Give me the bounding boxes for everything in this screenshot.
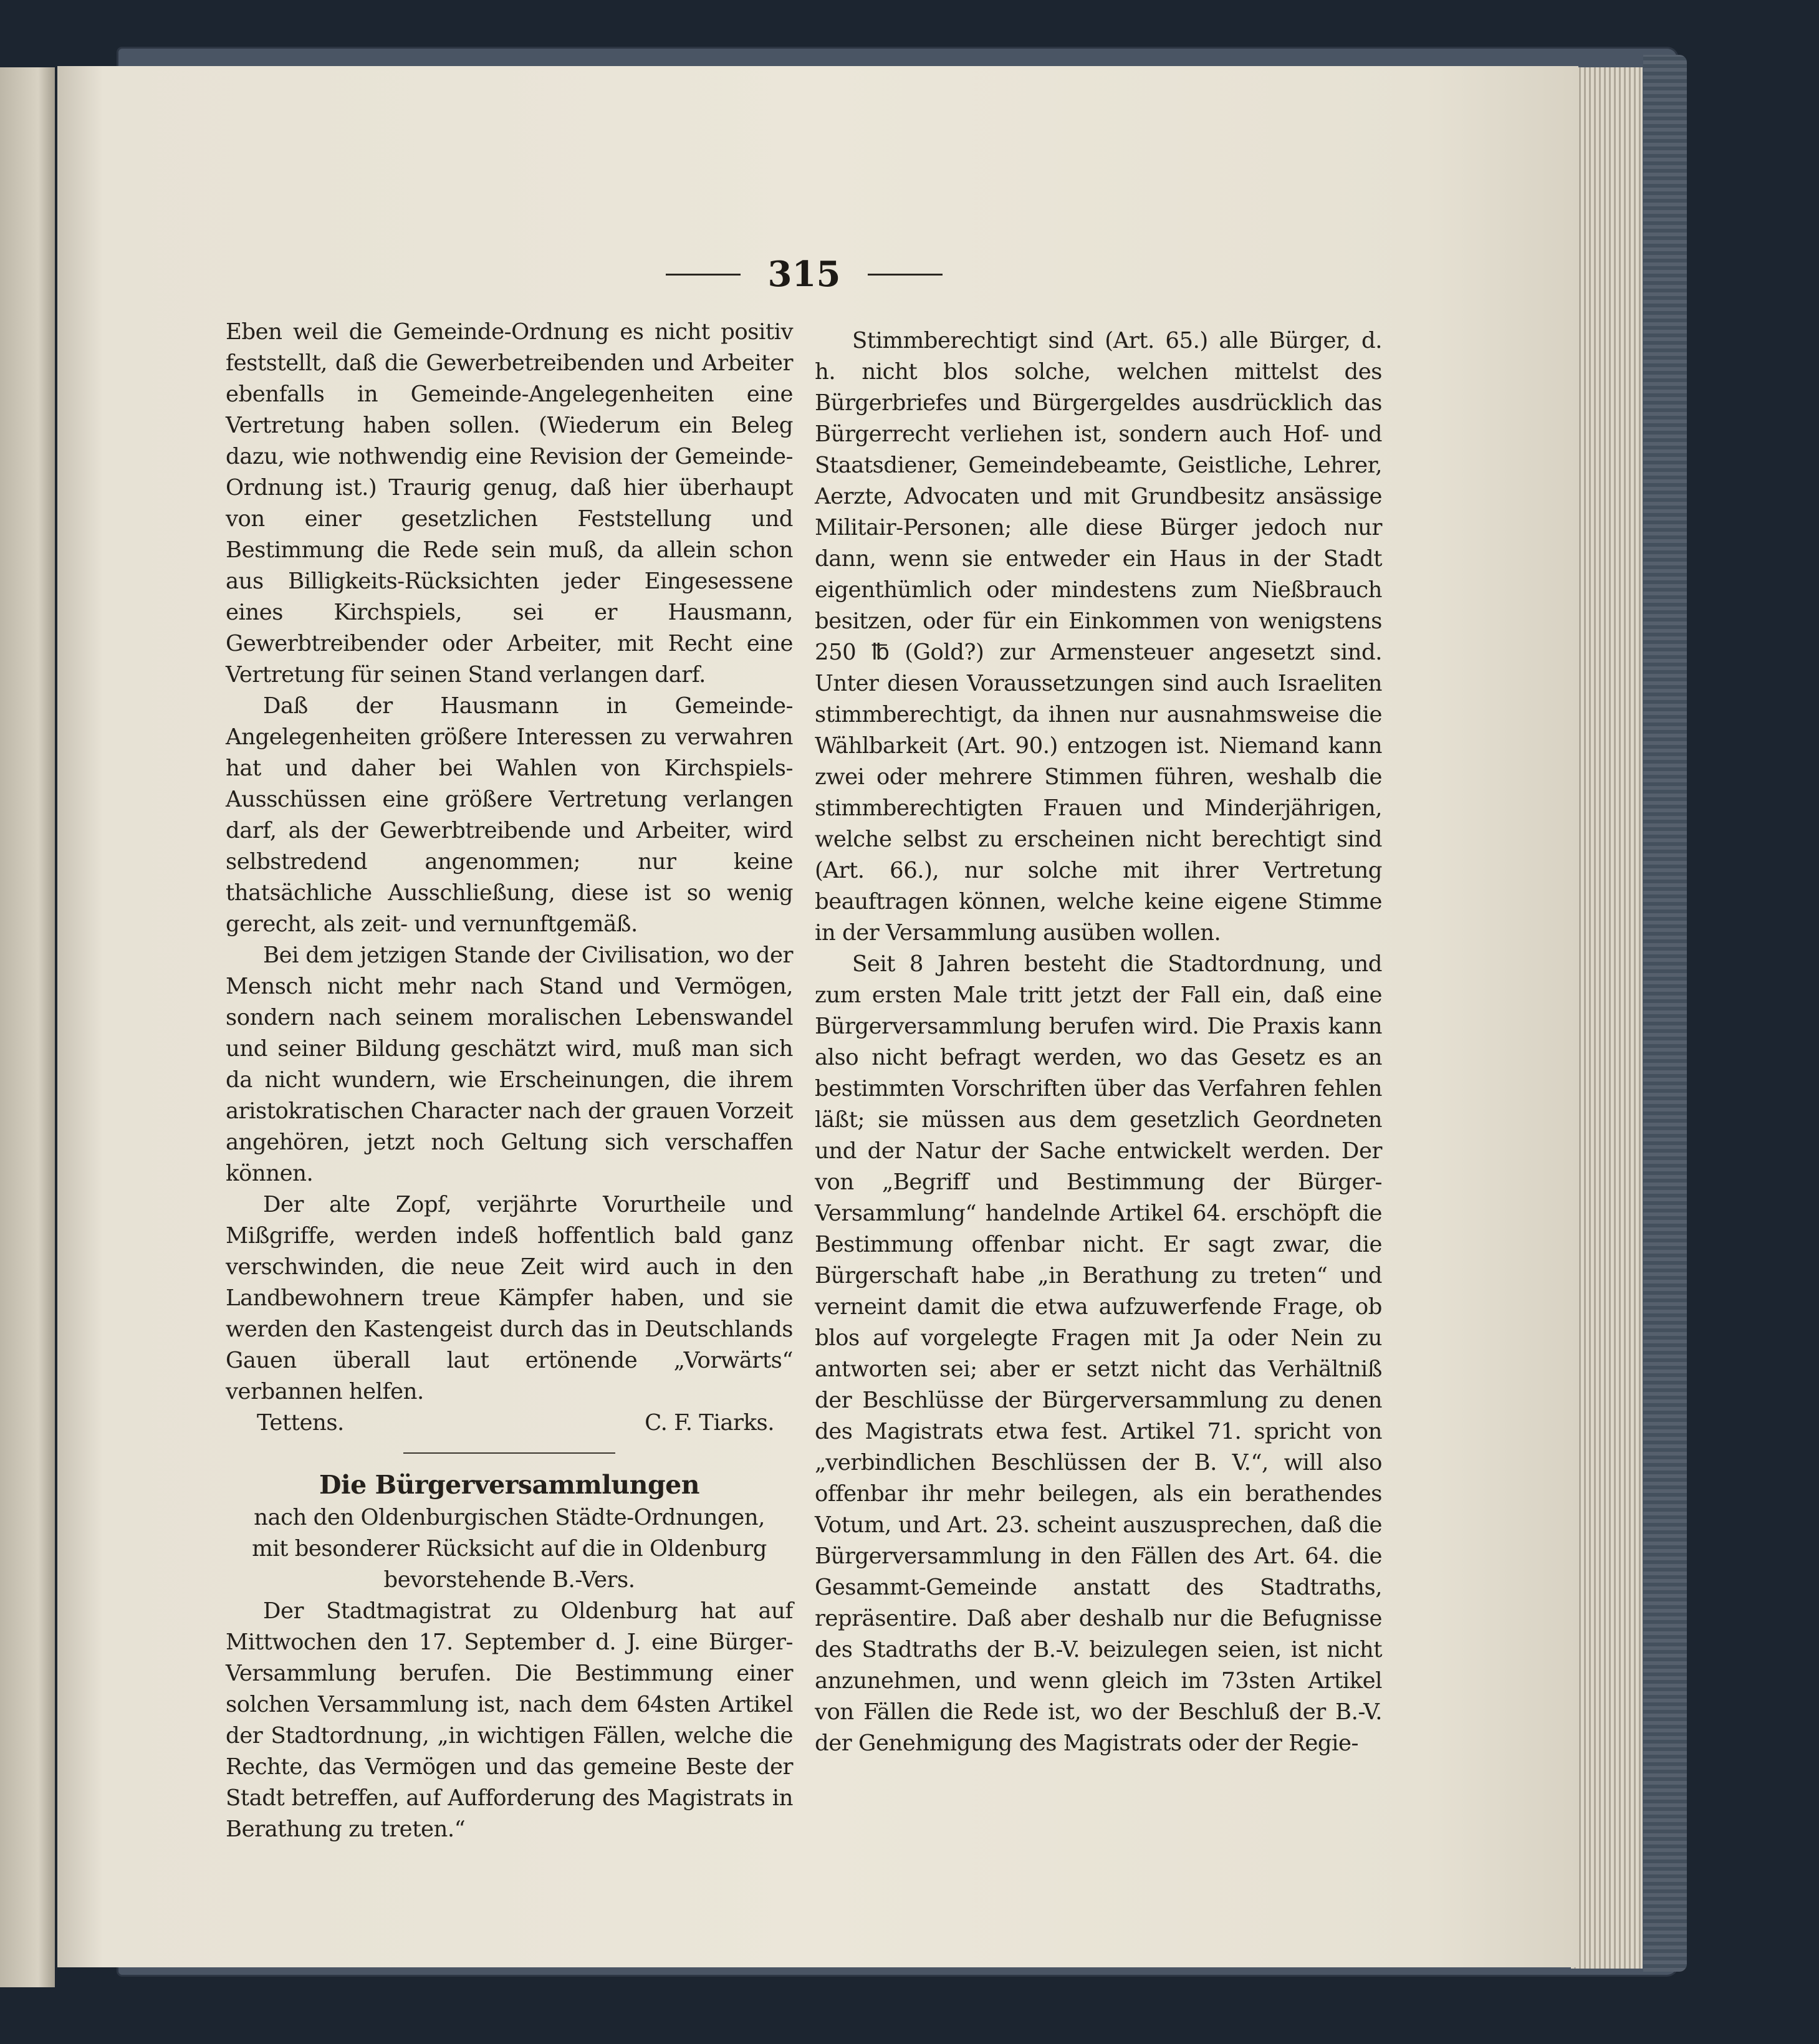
book-spine-edge xyxy=(1643,55,1687,1972)
paragraph: Bei dem jetzigen Stande der Civilisation, wo der Mensch nicht mehr nach Stand und Vermögen, sondern nach seinem moralischen Lebenswandel und seiner Bildung geschätzt wird, muß man sich da nicht wundern, wie Erscheinungen, die ihrem aristokratischen Character nach der grauen Vorzeit angehören, jetzt noch Geltung sich verschaffen können. xyxy=(226,943,793,1186)
paragraph: Der Stadtmagistrat zu Oldenburg hat auf Mittwochen den 17. September d. J. eine Bürger-Versammlung berufen. Die Bestimmung einer solchen Versammlung ist, nach dem 64sten Artikel der Stadtordnung, „in wichtigen Fällen, welche die Rechte, das Vermögen und das gemeine Beste der Stadt betreffen, auf Aufforderung des Magistrats in Berathung zu treten.“ xyxy=(226,1598,793,1842)
section-divider xyxy=(403,1452,615,1454)
section-subtitle: bevorstehende B.-Vers. xyxy=(383,1567,635,1593)
section-title: Die Bürgerversammlungen xyxy=(319,1470,700,1500)
section-subtitle: nach den Oldenburgischen Städte-Ordnungen, xyxy=(254,1505,765,1530)
paragraph: Eben weil die Gemeinde-Ordnung es nicht positiv feststellt, daß die Gewerbetreibenden und Arbeiter ebenfalls in Gemeinde-Angelegenheiten eine Vertretung haben sollen. (Wiederum ein Beleg dazu, wie nothwendig eine Revision der Gemeinde-Ordnung ist.) Traurig genug, daß hier überhaupt von einer gesetzlichen Feststellung und Bestimmung die Rede sein muß, da allein schon aus Billigkeits-Rücksichten jeder Eingesessene eines Kirchspiels, sei er Hausmann, Gewerbtreibender oder Arbeiter, mit Recht eine Vertretung für seinen Stand verlangen darf. xyxy=(226,319,793,688)
paragraph: Der alte Zopf, verjährte Vorurtheile und Mißgriffe, werden indeß hoffentlich bald ganz verschwinden, die neue Zeit wird auch in den Landbewohnern treue Kämpfer haben, und sie werden den Kastengeist durch das in Deutschlands Gauen überall laut ertönende „Vorwärts“ verbannen helfen. xyxy=(226,1192,793,1404)
page-header xyxy=(648,252,960,296)
header-rule-right xyxy=(868,274,943,276)
left-page-edge xyxy=(0,67,55,1987)
left-column xyxy=(226,317,793,1845)
page-stack-edges xyxy=(1571,67,1643,1969)
header-rule-left xyxy=(666,274,741,276)
page-number: 315 xyxy=(767,254,841,295)
signature-name: C. F. Tiarks. xyxy=(645,1410,774,1436)
section-subtitle: mit besonderer Rücksicht auf die in Oldenburg xyxy=(252,1536,767,1562)
signature xyxy=(226,1408,793,1439)
paragraph: Stimmberechtigt sind (Art. 65.) alle Bürger, d. h. nicht blos solche, welchen mittelst des Bürgerbriefes und Bürgergeldes ausdrücklich das Bürgerrecht verliehen ist, sondern auch Hof- und Staatsdiener, Gemeindebeamte, Geistliche, Lehrer, Aerzte, Advocaten und mit Grundbesitz ansässige Militair-Personen; alle diese Bürger jedoch nur dann, wenn sie entweder ein Haus in der Stadt eigenthümlich oder mindestens zum Nießbrauch besitzen, oder für ein Einkommen von wenigstens 250 ℔ (Gold?) zur Armensteuer angesetzt sind. Unter diesen Voraussetzungen sind auch Israeliten stimmberechtigt, da ihnen nur ausnahmsweise die Wählbarkeit (Art. 90.) entzogen ist. Niemand kann zwei oder mehrere Stimmen führen, weshalb die stimmberechtigten Frauen und Minderjährigen, welche selbst zu erscheinen nicht berechtigt sind (Art. 66.), nur solche mit ihrer Vertretung beauftragen können, welche keine eigene Stimme in der Versammlung ausüben wollen. xyxy=(815,328,1382,946)
paragraph: Daß der Hausmann in Gemeinde-Angelegenheiten größere Interessen zu verwahren hat und daher bei Wahlen von Kirchspiels-Ausschüssen eine größere Vertretung verlangen darf, als der Gewerbtreibende und Arbeiter, wird selbstredend angenommen; nur keine thatsächliche Ausschließung, diese ist so wenig gerecht, als zeit- und vernunftgemäß. xyxy=(226,693,793,937)
signature-place: Tettens. xyxy=(257,1410,344,1436)
paragraph: Seit 8 Jahren besteht die Stadtordnung, und zum ersten Male tritt jetzt der Fall ein, daß eine Bürgerversammlung berufen wird. Die Praxis kann also nicht befragt werden, wo das Gesetz es an bestimmten Vorschriften über das Verfahren fehlen läßt; sie müssen aus dem gesetzlich Geordneten und der Natur der Sache entwickelt werden. Der von „Begriff und Bestimmung der Bürger-Versammlung“ handelnde Artikel 64. erschöpft die Bestimmung offenbar nicht. Er sagt zwar, die Bürgerschaft habe „in Berathung zu treten“ und verneint damit die etwa aufzuwerfende Frage, ob blos auf vorgelegte Fragen mit Ja oder Nein zu antworten sei; aber er setzt nicht das Verhältniß der Beschlüsse der Bürgerversammlung zu denen des Magistrats etwa fest. Artikel 71. spricht von „verbindlichen Beschlüssen der B. V.“, will also offenbar ihr mehr beilegen, als ein berathendes Votum, und Art. 23. scheint auszusprechen, daß die Bürgerversammlung in den Fällen des Art. 64. die Gesammt-Gemeinde anstatt des Stadtraths, repräsentire. Daß aber deshalb nur die Befugnisse des Stadtraths der B.-V. beizulegen seien, ist nicht anzunehmen, und wenn gleich im 73sten Artikel von Fällen die Rede ist, wo der Beschluß der B.-V. der Genehmigung des Magistrats oder der Regie- xyxy=(815,951,1382,1756)
right-column xyxy=(815,325,1382,1759)
